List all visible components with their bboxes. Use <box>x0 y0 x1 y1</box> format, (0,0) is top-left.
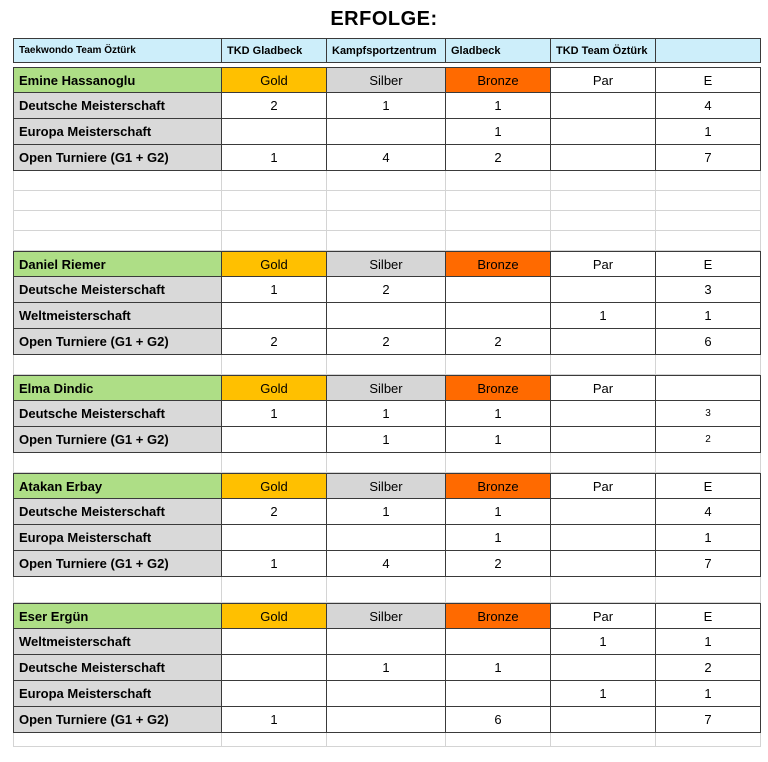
gold-count <box>222 525 327 551</box>
table-row <box>13 145 761 171</box>
athlete-name: Atakan Erbay <box>13 474 222 499</box>
athlete-row <box>13 603 761 629</box>
silver-count: 2 <box>327 277 446 303</box>
competition-name: Deutsche Meisterschaft <box>13 499 222 525</box>
table-row <box>13 303 761 329</box>
gold-count: 1 <box>222 551 327 577</box>
par-count <box>551 329 656 355</box>
par-count <box>551 401 656 427</box>
bronze-count: 1 <box>446 499 551 525</box>
par-count: 1 <box>551 681 656 707</box>
bronze-count: 1 <box>446 93 551 119</box>
athlete-name: Eser Ergün <box>13 604 222 629</box>
total-count: 3 <box>656 401 761 427</box>
competition-name: Open Turniere (G1 + G2) <box>13 145 222 171</box>
table-row <box>13 629 761 655</box>
par-count <box>551 277 656 303</box>
table-row <box>13 525 761 551</box>
gold-count: 1 <box>222 707 327 733</box>
header-cell <box>656 39 761 63</box>
silver-count <box>327 629 446 655</box>
gold-label: Gold <box>222 68 327 93</box>
gold-label: Gold <box>222 474 327 499</box>
par-count <box>551 655 656 681</box>
gold-count <box>222 629 327 655</box>
gold-count <box>222 119 327 145</box>
par-label: Par <box>551 68 656 93</box>
par-count <box>551 551 656 577</box>
total-count: 7 <box>656 707 761 733</box>
par-count <box>551 525 656 551</box>
page-title: ERFOLGE: <box>330 8 438 30</box>
par-count <box>551 93 656 119</box>
table-row <box>13 277 761 303</box>
bronze-count: 2 <box>446 145 551 171</box>
header-cell: Gladbeck <box>446 39 551 63</box>
total-label: E <box>656 474 761 499</box>
gold-label: Gold <box>222 604 327 629</box>
empty-row <box>13 171 761 191</box>
competition-name: Deutsche Meisterschaft <box>13 277 222 303</box>
total-count: 2 <box>656 655 761 681</box>
par-count: 1 <box>551 303 656 329</box>
total-label: E <box>656 604 761 629</box>
gold-count: 1 <box>222 277 327 303</box>
gold-count: 2 <box>222 93 327 119</box>
empty-row <box>13 577 761 603</box>
silver-count: 2 <box>327 329 446 355</box>
table-row <box>13 119 761 145</box>
empty-row <box>13 355 761 375</box>
par-count <box>551 427 656 453</box>
silver-label: Silber <box>327 604 446 629</box>
achievements-table <box>13 38 761 747</box>
par-label: Par <box>551 376 656 401</box>
table-header <box>13 38 761 63</box>
bronze-count: 6 <box>446 707 551 733</box>
gold-count: 2 <box>222 329 327 355</box>
table-row <box>13 499 761 525</box>
silver-count <box>327 707 446 733</box>
competition-name: Europa Meisterschaft <box>13 681 222 707</box>
gold-count <box>222 655 327 681</box>
gold-count: 1 <box>222 145 327 171</box>
bronze-label: Bronze <box>446 604 551 629</box>
par-label: Par <box>551 604 656 629</box>
athlete-name: Elma Dindic <box>13 376 222 401</box>
competition-name: Europa Meisterschaft <box>13 525 222 551</box>
competition-name: Europa Meisterschaft <box>13 119 222 145</box>
par-count <box>551 119 656 145</box>
total-count: 6 <box>656 329 761 355</box>
empty-row <box>13 191 761 211</box>
silver-count: 1 <box>327 427 446 453</box>
bronze-count: 1 <box>446 401 551 427</box>
athlete-row <box>13 67 761 93</box>
silver-count: 1 <box>327 655 446 681</box>
bronze-count <box>446 681 551 707</box>
silver-count: 1 <box>327 499 446 525</box>
gold-count <box>222 427 327 453</box>
silver-label: Silber <box>327 68 446 93</box>
bronze-count: 1 <box>446 525 551 551</box>
competition-name: Open Turniere (G1 + G2) <box>13 707 222 733</box>
total-count: 7 <box>656 145 761 171</box>
total-count: 1 <box>656 525 761 551</box>
athlete-row <box>13 473 761 499</box>
bronze-count: 2 <box>446 329 551 355</box>
silver-count: 4 <box>327 551 446 577</box>
silver-count <box>327 303 446 329</box>
total-count: 2 <box>656 427 761 453</box>
athlete-row <box>13 375 761 401</box>
gold-count: 2 <box>222 499 327 525</box>
empty-row <box>13 453 761 473</box>
competition-name: Weltmeisterschaft <box>13 629 222 655</box>
gold-count <box>222 303 327 329</box>
silver-count: 1 <box>327 93 446 119</box>
bronze-count <box>446 303 551 329</box>
competition-name: Open Turniere (G1 + G2) <box>13 329 222 355</box>
par-count <box>551 499 656 525</box>
table-row <box>13 329 761 355</box>
empty-row <box>13 733 761 747</box>
silver-label: Silber <box>327 474 446 499</box>
table-row <box>13 655 761 681</box>
total-count: 3 <box>656 277 761 303</box>
total-label: E <box>656 252 761 277</box>
total-count: 4 <box>656 93 761 119</box>
par-label: Par <box>551 252 656 277</box>
table-row <box>13 93 761 119</box>
empty-row <box>13 211 761 231</box>
table-row <box>13 401 761 427</box>
table-row <box>13 681 761 707</box>
table-row <box>13 427 761 453</box>
silver-label: Silber <box>327 252 446 277</box>
bronze-label: Bronze <box>446 252 551 277</box>
silver-count: 4 <box>327 145 446 171</box>
bronze-count <box>446 629 551 655</box>
silver-count <box>327 119 446 145</box>
par-count <box>551 145 656 171</box>
header-cell: Kampfsportzentrum <box>327 39 446 63</box>
silver-count <box>327 681 446 707</box>
gold-count: 1 <box>222 401 327 427</box>
gold-count <box>222 681 327 707</box>
bronze-label: Bronze <box>446 68 551 93</box>
header-cell: Taekwondo Team Öztürk <box>13 39 222 63</box>
total-count: 7 <box>656 551 761 577</box>
bronze-count <box>446 277 551 303</box>
par-count <box>551 707 656 733</box>
silver-label: Silber <box>327 376 446 401</box>
total-count: 1 <box>656 303 761 329</box>
bronze-label: Bronze <box>446 474 551 499</box>
gold-label: Gold <box>222 252 327 277</box>
par-label: Par <box>551 474 656 499</box>
total-count: 1 <box>656 629 761 655</box>
bronze-count: 2 <box>446 551 551 577</box>
silver-count <box>327 525 446 551</box>
table-row <box>13 551 761 577</box>
empty-row <box>13 231 761 251</box>
competition-name: Deutsche Meisterschaft <box>13 93 222 119</box>
competition-name: Deutsche Meisterschaft <box>13 655 222 681</box>
par-count: 1 <box>551 629 656 655</box>
table-row <box>13 707 761 733</box>
athlete-row <box>13 251 761 277</box>
competition-name: Open Turniere (G1 + G2) <box>13 551 222 577</box>
bronze-label: Bronze <box>446 376 551 401</box>
total-label: E <box>656 68 761 93</box>
athlete-name: Emine Hassanoglu <box>13 68 222 93</box>
silver-count: 1 <box>327 401 446 427</box>
header-cell: TKD Team Öztürk <box>551 39 656 63</box>
competition-name: Open Turniere (G1 + G2) <box>13 427 222 453</box>
competition-name: Deutsche Meisterschaft <box>13 401 222 427</box>
total-count: 4 <box>656 499 761 525</box>
total-label <box>656 376 761 401</box>
gold-label: Gold <box>222 376 327 401</box>
bronze-count: 1 <box>446 655 551 681</box>
competition-name: Weltmeisterschaft <box>13 303 222 329</box>
athlete-name: Daniel Riemer <box>13 252 222 277</box>
header-cell: TKD Gladbeck <box>222 39 327 63</box>
total-count: 1 <box>656 119 761 145</box>
total-count: 1 <box>656 681 761 707</box>
bronze-count: 1 <box>446 427 551 453</box>
bronze-count: 1 <box>446 119 551 145</box>
